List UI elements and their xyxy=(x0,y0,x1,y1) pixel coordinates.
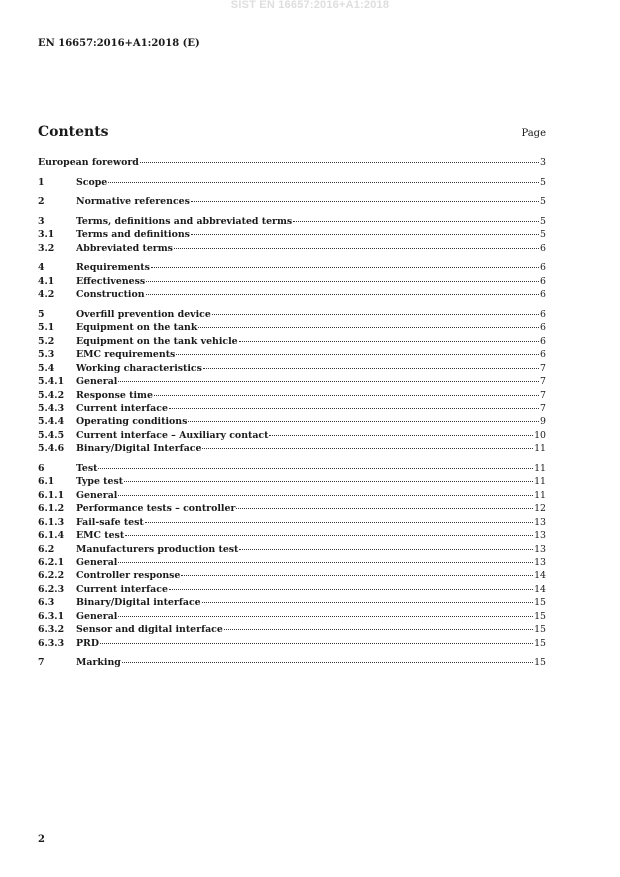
toc-entry-title: Working characteristics xyxy=(76,362,202,374)
toc-dot-leader xyxy=(151,267,539,268)
toc-dot-leader xyxy=(212,314,539,315)
toc-entry-title: Scope xyxy=(76,176,108,188)
toc-entry-number: 6.2 xyxy=(38,543,55,555)
toc-dot-leader xyxy=(118,616,533,617)
toc-dot-leader xyxy=(202,448,533,449)
toc-dot-leader xyxy=(198,327,539,328)
toc-entry-title: Normative references xyxy=(76,196,190,208)
toc-entry-page: 13 xyxy=(534,543,546,555)
toc-entry-number: 5.4.5 xyxy=(38,429,65,441)
contents-heading: Contents xyxy=(38,124,109,140)
toc-entry-title: General xyxy=(76,610,118,622)
toc-entry-page: 7 xyxy=(540,376,546,388)
toc-entry[interactable] xyxy=(38,262,546,275)
toc-entry-number: 5.4.2 xyxy=(38,389,65,401)
toc-entry-page: 15 xyxy=(534,657,546,669)
toc-entry-page: 14 xyxy=(534,570,546,582)
toc-entry[interactable] xyxy=(38,390,546,403)
toc-dot-leader xyxy=(203,368,539,369)
toc-entry[interactable] xyxy=(38,597,546,610)
toc-entry-title: Binary/Digital interface xyxy=(76,597,201,609)
toc-entry-title: Current interface xyxy=(76,402,168,414)
toc-dot-leader xyxy=(154,395,539,396)
toc-entry[interactable] xyxy=(38,611,546,624)
toc-entry-title: Fail-safe test xyxy=(76,516,144,528)
toc-entry-page: 15 xyxy=(534,597,546,609)
toc-entry-number: 1 xyxy=(38,176,45,188)
toc-entry-page: 13 xyxy=(534,516,546,528)
toc-entry-number: 5.3 xyxy=(38,349,55,361)
toc-entry-number: 4 xyxy=(38,262,45,274)
toc-entry-page: 6 xyxy=(540,308,546,320)
toc-entry-page: 7 xyxy=(540,402,546,414)
document-id: EN 16657:2016+A1:2018 (E) xyxy=(38,38,200,49)
toc-entry-title: Terms and definitions xyxy=(76,229,190,241)
toc-entry-number: 5.4.4 xyxy=(38,416,65,428)
toc-dot-leader xyxy=(169,408,539,409)
toc-dot-leader xyxy=(236,508,533,509)
toc-dot-leader xyxy=(188,421,539,422)
toc-entry-title: Overfill prevention device xyxy=(76,308,211,320)
toc-dot-leader xyxy=(108,182,539,183)
toc-entry-title: Current interface xyxy=(76,583,168,595)
toc-entry-page: 9 xyxy=(540,416,546,428)
toc-entry[interactable] xyxy=(38,376,546,389)
toc-entry[interactable] xyxy=(38,517,546,530)
toc-entry[interactable] xyxy=(38,289,546,302)
toc-dot-leader xyxy=(169,589,533,590)
toc-dot-leader xyxy=(122,662,533,663)
toc-entry-page: 7 xyxy=(540,362,546,374)
toc-entry[interactable] xyxy=(38,544,546,557)
toc-entry-page: 11 xyxy=(534,462,546,474)
toc-entry[interactable] xyxy=(38,624,546,637)
toc-dot-leader xyxy=(224,629,533,630)
toc-dot-leader xyxy=(145,522,533,523)
toc-entry-page: 12 xyxy=(534,503,546,515)
toc-entry[interactable] xyxy=(38,216,546,229)
toc-entry[interactable] xyxy=(38,336,546,349)
toc-entry[interactable] xyxy=(38,322,546,335)
toc-entry-title: Response time xyxy=(76,389,153,401)
toc-entry-number: 6.1.3 xyxy=(38,516,65,528)
toc-entry-page: 13 xyxy=(534,530,546,542)
toc-dot-leader xyxy=(118,495,533,496)
toc-entry-number: 6.3.3 xyxy=(38,637,65,649)
toc-entry-page: 5 xyxy=(540,176,546,188)
toc-entry[interactable] xyxy=(38,177,546,190)
toc-entry-page: 6 xyxy=(540,289,546,301)
toc-entry-title: Test xyxy=(76,462,98,474)
toc-entry-page: 5 xyxy=(540,196,546,208)
toc-entry[interactable] xyxy=(38,157,546,170)
toc-entry-title: General xyxy=(76,489,118,501)
toc-dot-leader xyxy=(239,341,539,342)
toc-entry-page: 15 xyxy=(534,624,546,636)
toc-entry-number: 6.3.2 xyxy=(38,624,65,636)
toc-entry-number: 5.4 xyxy=(38,362,55,374)
toc-entry-page: 5 xyxy=(540,215,546,227)
toc-dot-leader xyxy=(191,201,539,202)
toc-entry-page: 14 xyxy=(534,583,546,595)
toc-entry[interactable] xyxy=(38,403,546,416)
toc-dot-leader xyxy=(293,221,539,222)
toc-entry-title: Construction xyxy=(76,289,145,301)
toc-entry-title: Controller response xyxy=(76,570,181,582)
toc-entry-title: EMC requirements xyxy=(76,349,176,361)
toc-entry[interactable] xyxy=(38,430,546,443)
toc-entry-title: EMC test xyxy=(76,530,125,542)
toc-entry-page: 5 xyxy=(540,229,546,241)
toc-dot-leader xyxy=(118,562,533,563)
toc-entry[interactable] xyxy=(38,490,546,503)
toc-entry-title: Equipment on the tank vehicle xyxy=(76,335,238,347)
toc-entry-number: 3.2 xyxy=(38,242,55,254)
toc-entry[interactable] xyxy=(38,557,546,570)
toc-entry-number: 5.4.3 xyxy=(38,402,65,414)
toc-dot-leader xyxy=(202,602,533,603)
page-number: 2 xyxy=(38,834,45,845)
toc-entry[interactable] xyxy=(38,503,546,516)
toc-entry-number: 6 xyxy=(38,462,45,474)
toc-entry[interactable] xyxy=(38,463,546,476)
toc-entry-number: 6.3 xyxy=(38,597,55,609)
toc-entry-title: Type test xyxy=(76,476,124,488)
toc-dot-leader xyxy=(124,481,533,482)
toc-entry[interactable] xyxy=(38,309,546,322)
toc-dot-leader xyxy=(191,234,539,235)
toc-dot-leader xyxy=(174,248,539,249)
toc-entry-number: 3.1 xyxy=(38,229,55,241)
toc-entry-title: Binary/Digital Interface xyxy=(76,443,202,455)
toc-dot-leader xyxy=(118,381,539,382)
toc-entry-number: 4.2 xyxy=(38,289,55,301)
toc-entry-number: 7 xyxy=(38,657,45,669)
toc-entry-number: 2 xyxy=(38,196,45,208)
toc-entry-number: 6.1.4 xyxy=(38,530,65,542)
toc-dot-leader xyxy=(269,435,533,436)
toc-dot-leader xyxy=(146,294,539,295)
toc-entry-title: Performance tests – controller xyxy=(76,503,236,515)
toc-entry-number: 6.1 xyxy=(38,476,55,488)
toc-entry-title: Equipment on the tank xyxy=(76,322,198,334)
toc-entry[interactable] xyxy=(38,530,546,543)
toc-entry[interactable] xyxy=(38,584,546,597)
toc-entry-number: 5.4.6 xyxy=(38,443,65,455)
toc-entry-page: 6 xyxy=(540,335,546,347)
toc-entry-page: 6 xyxy=(540,349,546,361)
table-of-contents xyxy=(38,157,546,671)
toc-entry-number: 3 xyxy=(38,215,45,227)
toc-entry-title: Effectiveness xyxy=(76,275,146,287)
toc-entry-number: 6.1.2 xyxy=(38,503,65,515)
toc-dot-leader xyxy=(100,643,533,644)
toc-entry[interactable] xyxy=(38,196,546,209)
toc-entry-title: General xyxy=(76,376,118,388)
toc-entry-title: Current interface – Auxiliary contact xyxy=(76,429,269,441)
toc-entry-title: Sensor and digital interface xyxy=(76,624,223,636)
toc-entry[interactable] xyxy=(38,276,546,289)
toc-entry-number: 5 xyxy=(38,308,45,320)
toc-entry-page: 6 xyxy=(540,275,546,287)
toc-entry-page: 11 xyxy=(534,489,546,501)
toc-entry[interactable] xyxy=(38,349,546,362)
toc-entry-page: 15 xyxy=(534,637,546,649)
toc-entry[interactable] xyxy=(38,243,546,256)
toc-entry[interactable] xyxy=(38,363,546,376)
toc-entry-number: 5.2 xyxy=(38,335,55,347)
toc-entry[interactable] xyxy=(38,657,546,670)
toc-entry-page: 6 xyxy=(540,322,546,334)
toc-dot-leader xyxy=(125,535,533,536)
toc-entry-number: 6.3.1 xyxy=(38,610,65,622)
page-column-heading: Page xyxy=(521,128,546,139)
toc-entry-number: 6.2.3 xyxy=(38,583,65,595)
watermark: SIST EN 16657:2016+A1:2018 xyxy=(230,0,390,11)
toc-entry-title: PRD xyxy=(76,637,99,649)
toc-entry-title: General xyxy=(76,556,118,568)
toc-entry-number: 6.2.1 xyxy=(38,556,65,568)
toc-dot-leader xyxy=(181,575,533,576)
toc-dot-leader xyxy=(239,549,533,550)
toc-entry-title: Terms, definitions and abbreviated terms xyxy=(76,215,293,227)
toc-entry-number: 6.1.1 xyxy=(38,489,65,501)
toc-entry-page: 10 xyxy=(534,429,546,441)
toc-entry-number: 6.2.2 xyxy=(38,570,65,582)
toc-dot-leader xyxy=(176,354,539,355)
toc-entry-title: Manufacturers production test xyxy=(76,543,239,555)
toc-entry-title: Operating conditions xyxy=(76,416,188,428)
toc-entry-page: 3 xyxy=(540,157,546,168)
toc-entry[interactable] xyxy=(38,638,546,651)
toc-entry-page: 6 xyxy=(540,242,546,254)
toc-entry-page: 15 xyxy=(534,610,546,622)
toc-entry-title: Marking xyxy=(76,657,121,669)
toc-entry[interactable] xyxy=(38,443,546,456)
toc-entry[interactable] xyxy=(38,570,546,583)
toc-entry-number: 4.1 xyxy=(38,275,55,287)
toc-dot-leader xyxy=(140,162,539,163)
toc-dot-leader xyxy=(98,468,533,469)
toc-entry-title: Abbreviated terms xyxy=(76,242,173,254)
toc-entry-title: European foreword xyxy=(38,157,139,168)
toc-entry-page: 7 xyxy=(540,389,546,401)
toc-entry[interactable] xyxy=(38,476,546,489)
toc-entry-number: 5.4.1 xyxy=(38,376,65,388)
toc-entry-page: 11 xyxy=(534,476,546,488)
toc-entry[interactable] xyxy=(38,416,546,429)
toc-entry-number: 5.1 xyxy=(38,322,55,334)
toc-entry[interactable] xyxy=(38,229,546,242)
toc-entry-page: 13 xyxy=(534,556,546,568)
toc-dot-leader xyxy=(146,281,539,282)
toc-entry-title: Requirements xyxy=(76,262,150,274)
toc-entry-page: 11 xyxy=(534,443,546,455)
toc-entry-page: 6 xyxy=(540,262,546,274)
